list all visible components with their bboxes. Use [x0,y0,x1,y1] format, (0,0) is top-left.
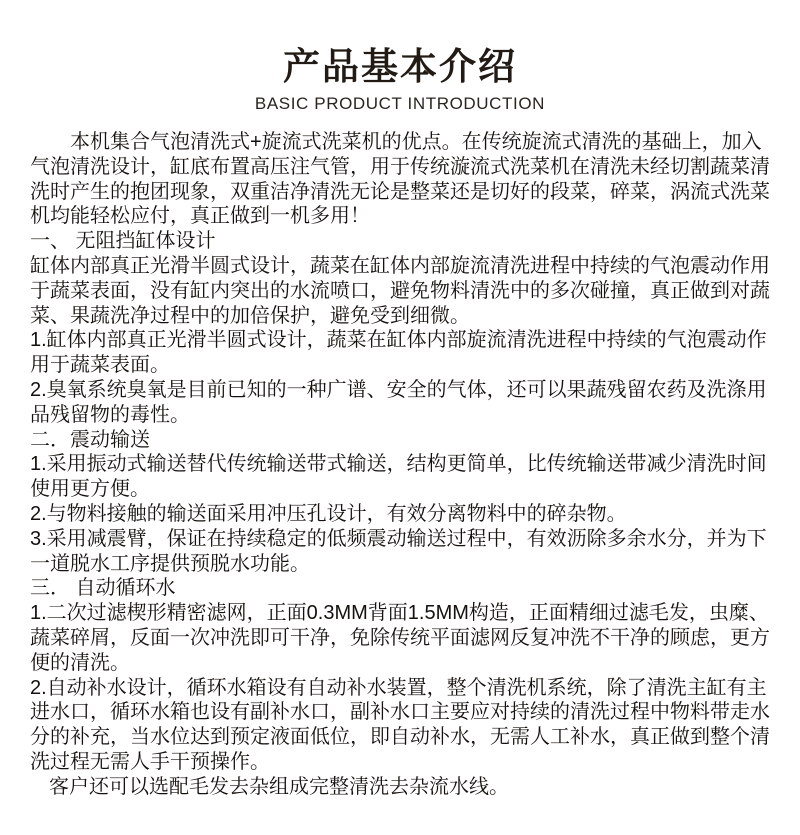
section-paragraph: 2.自动补水设计，循环水箱设有自动补水装置，整个清洗机系统，除了清洗主缸有主进水口，循环水箱也设有副补水口，副补水口主要应对持续的清洗过程中物料带走水分的补充，当水位达到预定液面低位，即自动补水，无需人工补水，真正做到整个清洗过程无需人手干预操作。 [30,676,770,773]
page-title: 产品基本介绍 [283,46,517,87]
section-paragraph: 缸体内部真正光滑半圆式设计，蔬菜在缸体内部旋流清洗进程中持续的气泡震动作用于蔬菜表面，没有缸内突出的水流喷口，避免物料清洗中的多次碰撞，真正做到对蔬菜、果蔬洗净过程中的加倍保护，避免受到细微。 [30,254,770,327]
intro-paragraph: 本机集合气泡清洗式+旋流式洗菜机的优点。在传统旋流式清洗的基础上，加入气泡清洗设计，缸底布置高压注气管，用于传统漩流式洗菜机在清洗未经切割蔬菜清洗时产生的抱团现象，双重洁净清洗无论是整菜还是切好的段菜，碎菜，涡流式洗菜机均能轻松应付，真正做到一机多用！ [30,131,770,228]
section-paragraph: 2.臭氧系统臭氧是目前已知的一种广谱、安全的气体，还可以果蔬残留农药及洗涤用品残留物的毒性。 [30,378,767,426]
section-paragraph: 3.采用减震臂，保证在持续稳定的低频震动输送过程中，有效沥除多余水分，并为下一道脱水工序提供预脱水功能。 [30,527,767,575]
section-heading-auto-circulating-water: 三． 自动循环水 [30,577,176,600]
product-description [0,113,800,800]
section-paragraph: 1.二次过滤楔形精密滤网，正面0.3MM背面1.5MM构造，正面精细过滤毛发，虫糜、蔬菜碎屑，反面一次冲洗即可干净，免除传统平面滤网反复冲洗不干净的顾虑，更方便的清洗。 [30,602,770,674]
section-paragraph: 1.采用振动式输送替代传统输送带式输送，结构更简单，比传统输送带减少清洗时间使用更方便。 [30,453,767,501]
section-paragraph: 1.缸体内部真正光滑半圆式设计，蔬菜在缸体内部旋流清洗进程中持续的气泡震动作用于蔬菜表面。 [30,329,767,377]
page-subtitle: BASIC PRODUCT INTRODUCTION [254,94,546,113]
section-heading-tank-design: 一、 无阻挡缸体设计 [30,230,216,253]
closing-paragraph: 客户还可以选配毛发去杂组成完整清洗去杂流水线。 [49,775,509,798]
page-header [0,0,800,113]
section-paragraph: 2.与物料接触的输送面采用冲压孔设计，有效分离物料中的碎杂物。 [30,502,627,525]
section-heading-vibration-conveying: 二．震动输送 [30,428,150,451]
